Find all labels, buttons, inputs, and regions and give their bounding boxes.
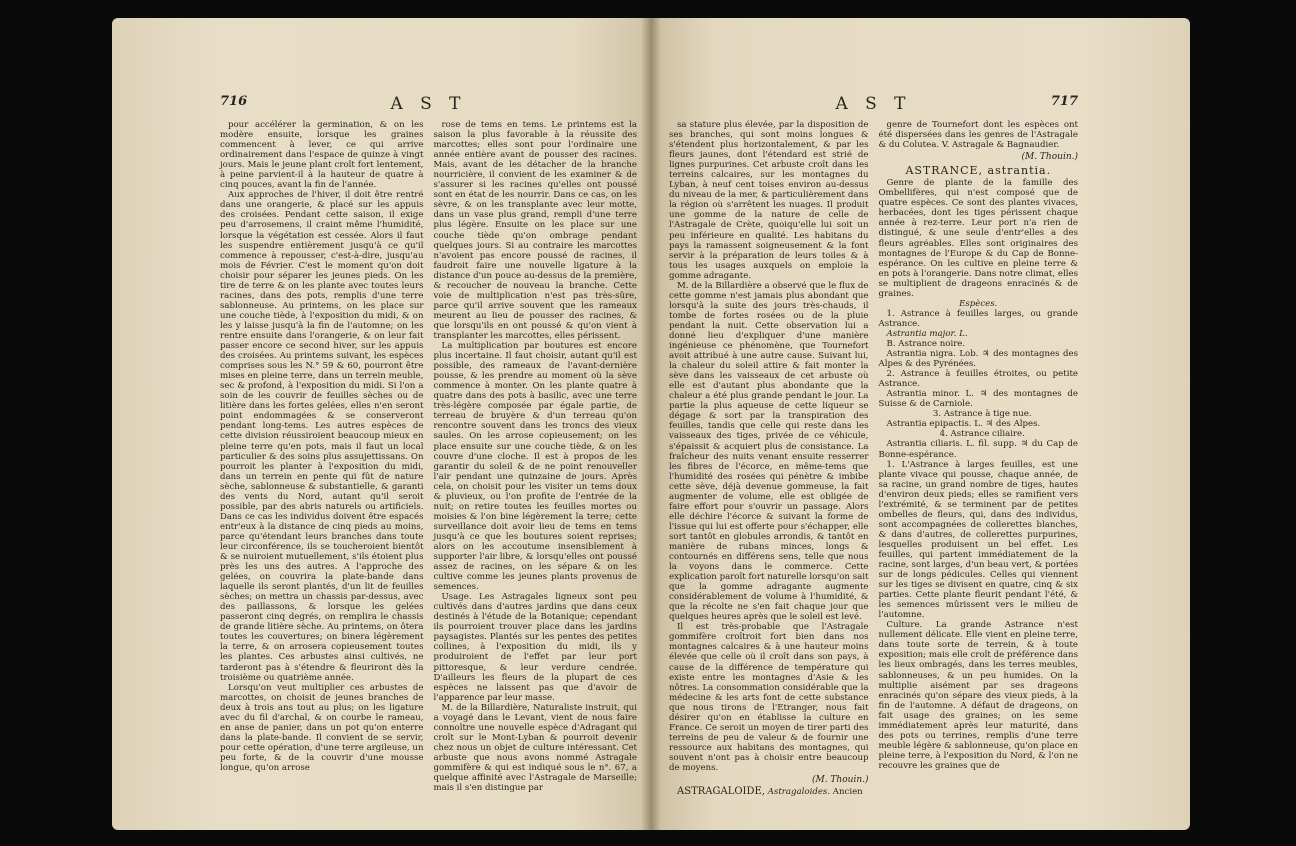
author-signature: (M. Thouin.) [811,775,869,786]
paragraph: rose de tems en tems. Le printems est la saison la plus favorable à la réussite des marcottes; elles sont pour l'ordinaire une année entière avant de pousser des racines. Mais, avant de les détacher de la branche nourricière, il convient de les examiner & de s'assurer si les racines qu'elles ont poussé sont en état de les nourrir. Dans ce cas, on les sèvre, & on les transplante avec leur motte, dans un vase plus grand, rempli d'une terre plus légère. Ensuite on les place sur une couche tiède qu'on ombrage pendant quelques jours. Si au contraire les marcottes n'avoient pas encore poussé de racines, il faudroit faire une nouvelle ligature à la distance d'un pouce au-dessus de la première, & recoucher de nouveau la branche. Cette voie de multiplication n'est pas très-sûre, parce qu'il arrive souvent que les rameaux meurent au lieu de pousser des racines, & que lorsqu'ils en ont poussé & qu'on vient à transplanter les marcottes, elles périssent. [433,120,637,341]
right-running-head: A S T [835,94,912,114]
paragraph: Aux approches de l'hiver, il doit être rentré dans une orangerie, & placé sur les appuis des croisées. Pendant cette saison, il exige peu d'arrosemens, il craint même l'humidité, lorsque la végétation est cessée. Alors il faut les suspendre entièrement jusqu'à ce qu'il commence à repousser, c'est-à-dire, jusqu'au mois de Février. C'est le moment qu'on doit choisir pour séparer les jeunes pieds. On les tire de terre & on les plante avec toutes leurs racines, dans des pots, remplis d'une terre sablonneuse. Au printems, on les place sur une couche tiède, à l'exposition du midi, & on les y laisse jusqu'à la fin de l'automne; on les rentre ensuite dans l'orangerie, & on leur fait passer encore ce second hiver, sur les appuis des croisées. Au printems suivant, les espèces comprises sous les N.° 59 & 60, pourront être mises en pleine terre, dans un terrein meuble, sec & profond, à l'exposition du midi. Si l'on a soin de les couvrir de feuilles sèches ou de litière dans les fortes gelées, elles n'en seront point endommagées & se conserveront pendant long-tems. Les autres espèces de cette division réussiroient beaucoup mieux en pleine terre qu'en pots, mais il faut un local particulier & des soins plus assujettissans. On pourroit les planter à l'exposition du midi, dans un terrein en pente qui fût de nature sèche, sablonneuse & substantielle, & garanti des vents du Nord, autant qu'il seroit possible, par des abris naturels ou artificiels. Dans ce cas les individus doivent être espacés entr'eux à la distance de cinq pieds au moins, parce qu'étendant leurs branches dans toute leur circonférence, ils se toucheroient bientôt & se nuiroient mutuellement, s'ils étoient plus près les uns des autres. A l'approche des gelées, on couvrira la plate-bande dans laquelle ils seront plantés, d'un lit de feuilles sèches; on mettra un chassis par-dessus, avec des paillassons, & lorsque les gelées passeront cinq degrés, on remplira le chassis de grande litière sèche. Au printems, on ôtera toutes les couvertures; on binera légèrement la terre, & on arrosera copieusement toutes les plantes. Ces arbustes ainsi cultivés, ne tarderont pas à s'étendre & fleuriront dès la troisième ou quatrième année. [220,190,424,683]
entry-text: Ancien [832,787,863,798]
paragraph: La multiplication par boutures est encore plus incertaine. Il faut choisir, autant qu'il est possible, des rameaux de l'avant-dernière pousse, & les prendre au moment où la sève commence à monter. On les plante quatre à quatre dans des pots à basilic, avec une terre très-légère composée par égale partie, de terreau de bruyère & d'un terreau qu'on rencontre souvent dans les troncs des vieux saules. On les arrose copieusement; on les place ensuite sur une couche tiède, & on les couvre d'une cloche. Il est à propos de les garantir du soleil & de ne point renouveller l'air pendant une quinzaine de jours. Après cela, on choisit pour les visiter un tems doux & pluvieux, ou l'on profite de l'entrée de la nuit; on retire toutes les feuilles mortes ou moisies & l'on bine légèrement la terre; cette surveillance doit avoir lieu de tems en tems jusqu'à ce que les boutures soient reprises; alors on les accoutume insensiblement à supporter l'air libre, & lorsqu'elles ont poussé assez de racines, on les sépare & on les cultive comme les jeunes plants provenus de semences. [433,341,637,593]
left-column-2 [434,120,638,793]
open-book [112,18,1190,830]
right-column-1 [669,120,869,797]
paragraph: Culture. La grande Astrance n'est nullement délicate. Elle vient en pleine terre, dans toute sorte de terrein, & à toute exposition; mais elle croît de préférence dans les lieux ombragés, dans les terres meubles, sablonneuses, & un peu humides. On la multiplie aisément par ses drageons enracinés qu'on sépare des vieux pieds, à la fin de l'automne. A défaut de drageons, on fait usage des graines; on les seme immédiatement après leur maturité, dans des pots ou terrines, remplis d'une terre meuble légère & sablonneuse, qu'on place en pleine terre, à l'exposition du Nord, & l'on ne recouvre les graines que de [878,620,1078,771]
right-page [651,18,1190,830]
species-variety-latin: Astrantia nigra. Lob. ♃ des montagnes des Alpes & des Pyrénées. [878,349,1078,370]
left-page [112,18,651,830]
paragraph: Genre de plante de la famille des Ombellifères, qui n'est composé que de quatre espèces. Ce sont des plantes vivaces, herbacées, dont les tiges périssent chaque année à rez-terre. Leur port n'a rien de distingué, & une seule d'entr'elles a des fleurs agréables. Elles sont originaires des montagnes de l'Europe & du Cap de Bonne-espérance. On les cultive en pleine terre & en pots à l'orangerie. Dans notre climat, elles se multiplient de drageons enracinés & de graines. [878,178,1078,299]
species-latin: Astrantia minor. L. ♃ des montagnes de Suisse & de Carniole. [878,389,1078,410]
species-latin: Astrantia ciliaris. L. fil. supp. ♃ du Cap de Bonne-espérance. [878,439,1078,460]
paragraph: Lorsqu'on veut multiplier ces arbustes de marcottes, on choisit de jeunes branches de deux à trois ans tout au plus; on les ligature avec du fil d'archal, & on courbe le rameau, en anse de panier, dans un pot qu'on enterre dans la plate-bande. Il convient de se servir, pour cette opération, d'une terre argileuse, un peu forte, & de la couvrir d'une mousse longue, qu'on arrose [220,682,424,773]
paragraph: genre de Tournefort dont les espèces ont été dispersées dans les genres de l'Astragale & du Colutea. V. Astragale & Bagnaudier. [878,120,1078,151]
species-heading: Espèces. [959,298,998,309]
species-item: 3. Astrance à tige nue. [932,409,1032,420]
author-signature: (M. Thouin.) [1021,152,1078,163]
entry-lemma: ASTRAGALOIDE, [677,786,765,798]
book-gutter [641,18,661,830]
species-item: 1. Astrance à feuilles larges, ou grande Astrance. [878,308,1078,329]
paragraph: M. de la Billardière, Naturaliste instruit, qui a voyagé dans le Levant, vient de nous faire connoître une nouvelle espèce d'Adragant qui croît sur le Mont-Lyban & pourroit devenir chez nous un objet de culture intéressant. Cet arbuste que nous avons nommé Astragale gommifère & qui est indiqué sous le n°. 67, a quelque affinité avec l'Astragale de Marseille; mais il s'en distingue par [433,702,637,794]
species-latin: Astrantia epipactis. L. ♃ des Alpes. [886,419,1041,430]
left-running-head: A S T [390,94,467,114]
entry-start [669,787,869,797]
paragraph: sa stature plus élevée, par la disposition de ses branches, qui sont moins longues & s'étendent plus horizontalement, & par les fleurs jaunes, dont l'étendard est strié de lignes purpurines. Cet arbuste croît dans les terreins calcaires, sur les montagnes du Lyban, à neuf cent toises environ au-dessus du niveau de la mer, & particulièrement dans la région où s'arrêtent les nuages. Il produit une gomme de la nature de celle de l'Astragale de Crète, quoiqu'elle lui soit un peu inférieure en qualité. Les habitans du pays la ramassent soigneusement & la font servir à la préparation de leurs toiles & à tous les usages auxquels on emploie la gomme adragante. [669,120,869,281]
left-page-header [220,94,637,116]
paragraph: pour accélérer la germination, & on les modère ensuite, lorsque les graines commencent à lever, ce qui arrive ordinairement dans l'espace de quinze à vingt jours. Mais le jeune plant croît fort lentement, à peine parvient-il à la hauteur de quatre à cinq pouces, avant la fin de l'année. [220,120,424,191]
right-column-2 [879,120,1079,797]
species-variety: B. Astrance noire. [886,338,966,349]
paragraph: 1. L'Astrance à larges feuilles, est une plante vivace qui pousse, chaque année, de sa racine, un grand nombre de tiges, hautes d'environ deux pieds; elles se ramifient vers l'extrémité, & se terminent par de petites ombelles de fleurs, qui, dans des individus, sont accompagnées de collerettes blanches, & dans d'autres, de collerettes purpurines, lesquelles produisent un bel effet. Les feuilles, qui partent immédiatement de la racine, sont larges, d'un beau vert, & portées sur de longs pédicules. Celles qui viennent sur les tiges se divisent en quatre, cinq & six parties. Cette plante fleurit pendant l'été, & les semences mûrissent vers le milieu de l'automne. [878,459,1078,621]
species-item: 2. Astrance à feuilles étroites, ou petite Astrance. [878,369,1078,390]
left-column-1 [220,120,424,793]
right-page-header [669,94,1078,116]
right-page-number: 717 [1050,94,1078,109]
left-page-number: 716 [220,94,248,109]
entry-lemma-latin: Astragaloides. [767,787,831,798]
left-columns [220,120,637,793]
paragraph: Il est très-probable que l'Astragale gommifère croîtroit fort bien dans nos montagnes calcaires & à une hauteur moins élevée que celle où il croît dans son pays, à cause de la différence de température qui existe entre les montagnes d'Asie & les nôtres. La consommation considérable que la médecine & les arts font de cette substance que nous tirons de l'Etranger, nous fait désirer qu'on en établisse la culture en France. Ce seroit un moyen de tirer parti des terreins de peu de valeur & de fournir une ressource aux habitans des montagnes, qui souvent n'ont pas à choisir entre beaucoup de moyens. [669,622,869,773]
article-heading: ASTRANCE, astrantia. [905,164,1052,178]
right-columns [669,120,1078,797]
paragraph: M. de la Billardière a observé que le flux de cette gomme n'est jamais plus abondant que lorsqu'à la suite des jours très-chauds, il tombe de fortes rosées ou de la pluie pendant la nuit. Cette observation lui a donné lieu d'expliquer d'une manière ingénieuse ce phénomène, que Tournefort avoit attribué à une autre cause. Suivant lui, la chaleur du soleil attire & fait monter la sève dans les vaisseaux de cet arbuste où elle est d'autant plus abondante que la chaleur a été plus grande pendant le jour. La partie la plus aqueuse de cette liqueur se dégage & sort par la transpiration des feuilles, tandis que celle qui reste dans les vaisseaux des tiges, privée de ce véhicule, s'épaissit & acquiert plus de consistance. La fraîcheur des nuits venant ensuite resserrer les fibres de l'écorce, en même-tems que l'humidité des rosées qui pénètre & imbibe cette sève, déjà devenue gommeuse, la fait augmenter de volume, elle est obligée de faire effort pour s'ouvrir un passage. Alors elle déchire l'écorce & suivant la forme de l'issue qui lui est offerte pour s'échapper, elle sort tantôt en globules arrondis, & tantôt en manière de rubans minces, longs & contournés en différens sens, telle que nous la voyons dans le commerce. Cette explication paroît fort naturelle lorsqu'on sait que la gomme adragante augmente considérablement de volume à l'humidité, & que la récolte ne s'en fait chaque jour que quelques heures après que le soleil est levé. [669,280,869,623]
species-latin: Astrantia major. L. [886,328,968,339]
species-item: 4. Astrance ciliaire. [939,429,1025,440]
paragraph: Usage. Les Astragales ligneux sont peu cultivés dans d'autres jardins que dans ceux destinés à l'étude de la Botanique; cependant ils pourroient trouver place dans les jardins paysagistes. Plantés sur les pentes des petites collines, à l'exposition du midi, ils y produiroient de l'effet par leur port pittoresque, & leur verdure cendrée. D'ailleurs les fleurs de la plupart de ces espèces ne laissent pas que d'avoir de l'apparence par leur masse. [433,592,637,703]
